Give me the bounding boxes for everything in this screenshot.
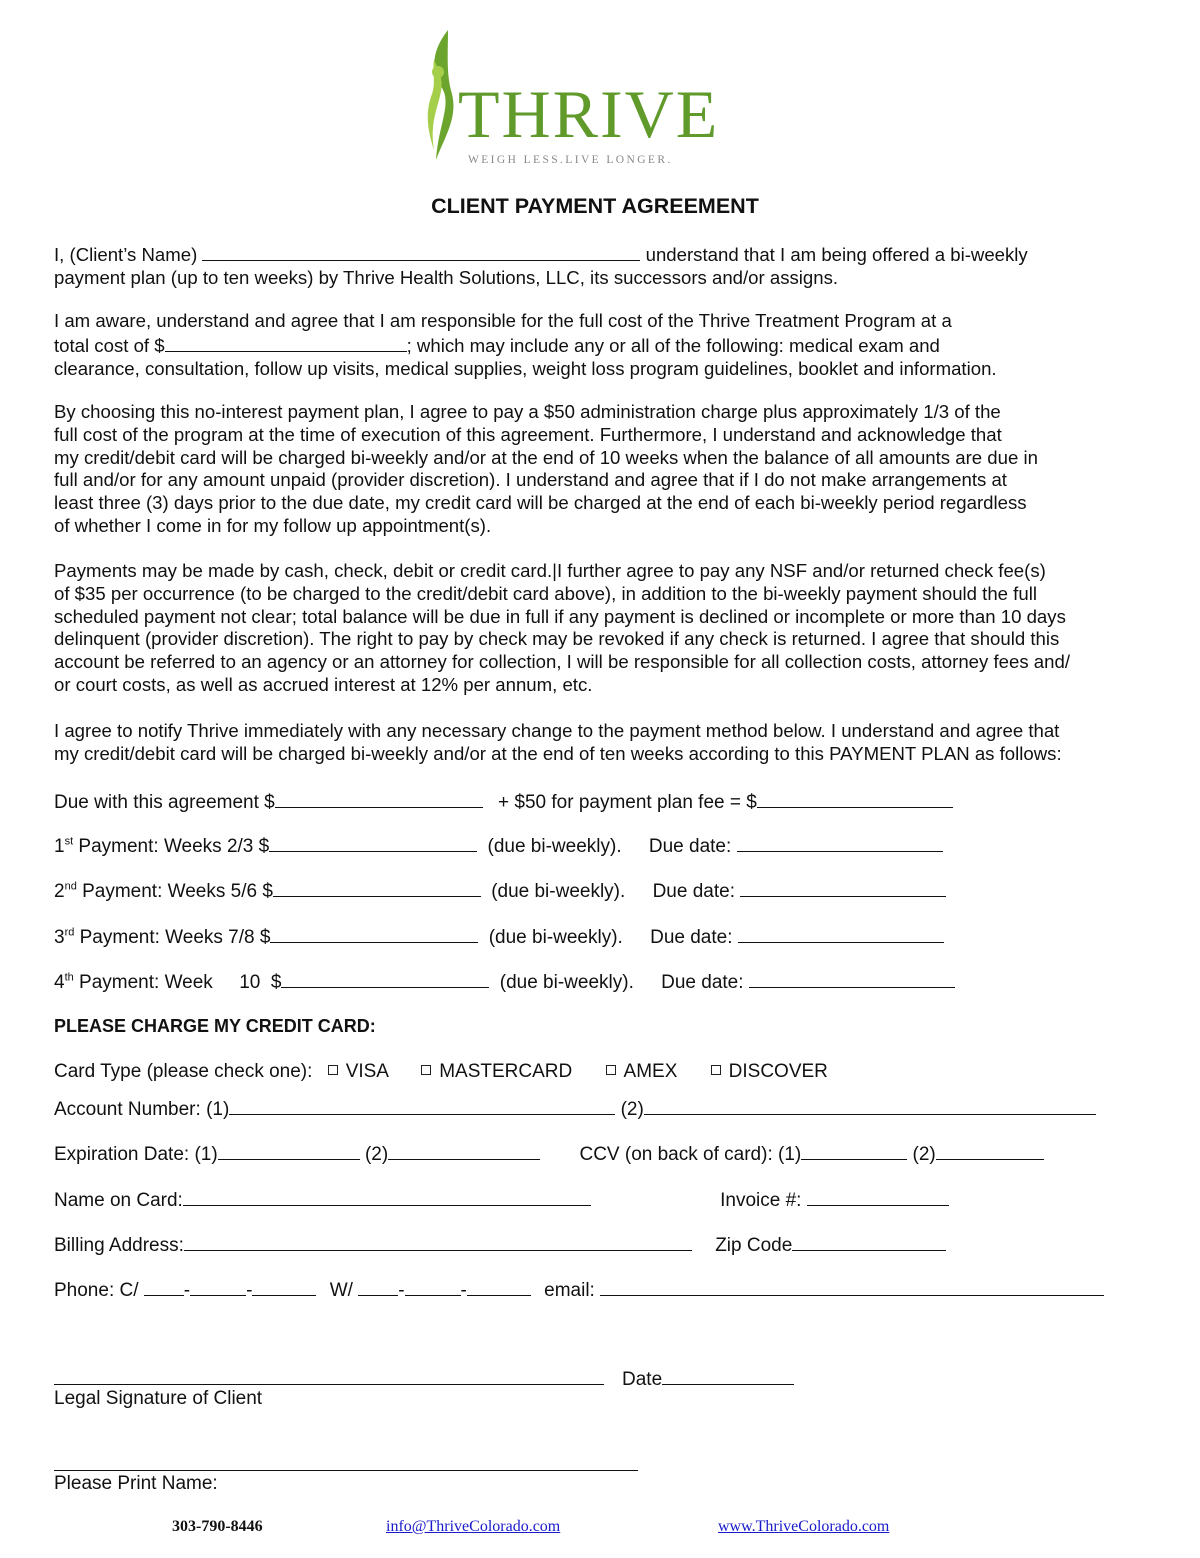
checkbox-icon[interactable] [711,1065,721,1075]
text: 2 [54,881,65,902]
text: (2) [620,1099,644,1120]
account-number-row [54,1096,1096,1121]
payment-2-date-field[interactable] [740,878,946,897]
text: DISCOVER [728,1061,828,1082]
text: or court costs, as well as accrued interest at 12% per annum, etc. [54,673,593,695]
cell-phone-line-field[interactable] [252,1277,316,1296]
text: of $35 per occurrence (to be charged to the credit/debit card above), in addition to the bi-weekly payment should the full [54,582,1037,604]
footer-website-link[interactable]: www.ThriveColorado.com [718,1518,890,1535]
total-cost-field[interactable] [165,333,407,352]
text: Invoice #: [720,1190,802,1211]
text: 4 [54,972,65,993]
text: clearance, consultation, follow up visits, medical supplies, weight loss program guidelines, booklet and information. [54,357,997,379]
text: (2) [912,1144,936,1165]
expiration-2-field[interactable] [388,1141,540,1160]
text: payment plan (up to ten weeks) by Thrive Health Solutions, LLC, its successors and/or assigns. [54,266,839,288]
paragraph-payment-plan [54,401,1038,538]
paragraph-payment-methods [54,560,1070,697]
text: Phone: C/ [54,1280,139,1301]
logo-brand: THRIVE [458,76,720,152]
text: full cost of the program at the time of execution of this agreement. Furthermore, I understand and acknowledge that [54,423,1002,445]
text: delinquent (provider discretion). The right to pay by check may be revoked if any check is returned. I agree that should this [54,628,1060,650]
text: Due with this agreement $ [54,792,275,813]
text: MASTERCARD [439,1061,573,1082]
text: I agree to notify Thrive immediately with any necessary change to the payment method below. I understand and agree that [54,720,1060,741]
card-type-amex[interactable] [606,1061,678,1082]
text: account be referred to an agency or an attorney for collection, I will be responsible for all collection costs, attorney fees and/ [54,651,1070,673]
client-name-field[interactable] [202,242,640,261]
due-amount-field[interactable] [275,789,483,808]
logo [418,26,720,172]
text: Payment: Weeks 5/6 $ [76,881,273,902]
billing-address-row [54,1232,946,1257]
card-type-mastercard[interactable] [421,1061,572,1082]
text: st [64,835,74,848]
text: Due date: [650,927,733,948]
credit-card-heading: PLEASE CHARGE MY CREDIT CARD: [54,1016,376,1036]
text: Payment: Weeks 7/8 $ [74,927,271,948]
text: (due bi-weekly). [487,836,622,857]
payment-1-date-field[interactable] [737,833,943,852]
page-title: CLIENT PAYMENT AGREEMENT [431,194,759,218]
email-field[interactable] [600,1277,1104,1296]
zip-code-field[interactable] [792,1232,946,1251]
phone-row: Phone: C/ - - W/ - - email: [54,1277,1104,1302]
text: nd [64,880,77,893]
work-phone-area-field[interactable] [358,1277,398,1296]
date-row [622,1366,794,1391]
text: understand that I am being offered a bi-weekly [645,244,1028,265]
text: (due bi-weekly). [499,972,634,993]
footer-phone: 303-790-8446 [172,1518,263,1535]
print-name-line[interactable] [54,1470,638,1471]
due-with-agreement-row [54,789,953,814]
expiration-row [54,1141,1044,1166]
text: Card Type (please check one): [54,1061,313,1082]
text: 1 [54,836,65,857]
text: Payment: Weeks 2/3 $ [73,836,270,857]
text: Payments may be made by cash, check, debit or credit card.|I further agree to pay any NSF and/or returned check fee(s) [54,560,1046,581]
ccv-2-field[interactable] [936,1141,1044,1160]
text: By choosing this no-interest payment plan, I agree to pay a $50 administration charge plus approximately 1/3 of the [54,401,1001,422]
payment-3-amount-field[interactable] [270,924,478,943]
text: Due date: [661,972,744,993]
payment-row [54,833,943,858]
text: email: [544,1280,595,1301]
name-on-card-row [54,1187,949,1212]
text: Account Number: (1) [54,1099,230,1120]
payment-row [54,969,955,994]
text: CCV (on back of card): (1) [579,1144,802,1165]
print-name-label: Please Print Name: [54,1473,218,1494]
checkbox-icon[interactable] [328,1065,338,1075]
expiration-1-field[interactable] [218,1141,360,1160]
paragraph-total-cost [54,310,997,380]
text: I am aware, understand and agree that I am responsible for the full cost of the Thrive Treatment Program at a [54,310,952,331]
text: Zip Code [715,1235,793,1256]
text: total cost of $ [54,334,165,356]
payment-3-date-field[interactable] [738,924,944,943]
billing-address-field[interactable] [184,1232,692,1251]
text: full and/or for any amount unpaid (provider discretion). I understand and agree that if I do not make arrangements at [54,469,1007,491]
text: + $50 for payment plan fee = $ [498,792,757,813]
payment-2-amount-field[interactable] [273,878,481,897]
signature-date-field[interactable] [662,1366,794,1385]
text: Name on Card: [54,1190,183,1211]
text: (due bi-weekly). [488,927,623,948]
text: Expiration Date: (1) [54,1144,218,1165]
cell-phone-prefix-field[interactable] [190,1277,246,1296]
total-due-field[interactable] [757,789,953,808]
card-type-discover[interactable] [711,1061,828,1082]
ccv-1-field[interactable] [801,1141,907,1160]
checkbox-icon[interactable] [606,1065,616,1075]
cell-phone-area-field[interactable] [144,1277,184,1296]
text: (due bi-weekly). [491,881,626,902]
text: rd [64,926,75,939]
text: 3 [54,927,65,948]
text: my credit/debit card will be charged bi-weekly and/or at the end of ten weeks according to this PAYMENT PLAN as follows: [54,742,1062,764]
text: ; which may include any or all of the following: medical exam and [406,334,940,356]
payment-row [54,924,944,949]
account-number-2-field[interactable] [644,1096,1096,1115]
payment-row [54,878,946,903]
text: least three (3) days prior to the due date, my credit card will be charged at the end of each bi-weekly period regardless [54,492,1027,514]
checkbox-icon[interactable] [421,1065,431,1075]
card-type-visa[interactable] [328,1061,388,1082]
work-phone-prefix-field[interactable] [405,1277,461,1296]
footer-email-link[interactable]: info@ThriveColorado.com [386,1518,561,1535]
text: I, (Client’s Name) [54,244,198,265]
text: Due date: [652,881,735,902]
text: Date [622,1369,663,1390]
text: AMEX [623,1061,678,1082]
text: Payment: Week 10 $ [73,972,282,993]
legal-signature-label: Legal Signature of Client [54,1388,263,1409]
paragraph-notify [54,720,1062,766]
text: Due date: [648,836,732,857]
text: W/ [329,1280,353,1301]
text: my credit/debit card will be charged bi-weekly and/or at the end of 10 weeks when the balance of all amounts are due in [54,446,1038,468]
text: Billing Address: [54,1235,184,1256]
text: of whether I come in for my follow up appointment(s). [54,514,492,536]
text: (2) [364,1144,389,1165]
payment-4-amount-field[interactable] [281,969,489,988]
signature-line[interactable] [54,1384,604,1385]
text: th [64,971,74,984]
account-number-1-field[interactable] [229,1096,615,1115]
text: scheduled payment not clear; total balance will be due in full if any payment is declined or incomplete or more than 10 days [54,605,1066,627]
invoice-number-field[interactable] [807,1187,949,1206]
payment-4-date-field[interactable] [749,969,955,988]
name-on-card-field[interactable] [183,1187,591,1206]
payment-1-amount-field[interactable] [269,833,477,852]
paragraph-client-name [54,242,1028,290]
card-type-row [54,1061,828,1083]
logo-tagline: WEIGH LESS.LIVE LONGER. [468,154,673,166]
work-phone-line-field[interactable] [467,1277,531,1296]
text: VISA [345,1061,388,1082]
